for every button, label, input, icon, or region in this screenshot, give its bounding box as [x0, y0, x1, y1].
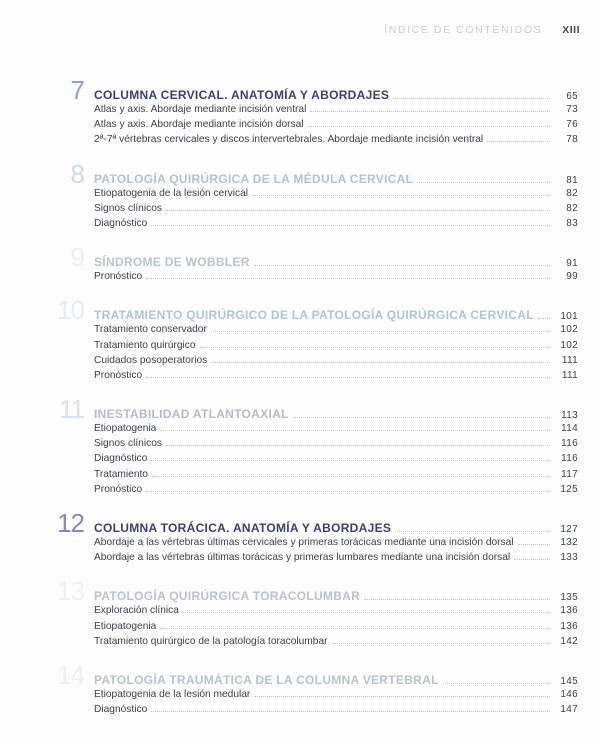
dot-leader — [254, 265, 550, 266]
chapter-items — [94, 423, 578, 499]
item-page: 102 — [560, 339, 578, 351]
dot-leader — [152, 476, 550, 477]
toc-chapter — [50, 75, 578, 150]
toc-item-row — [94, 438, 578, 453]
item-page: 73 — [566, 104, 578, 115]
dot-leader — [254, 696, 550, 697]
item-label: Tratamiento — [94, 468, 148, 480]
chapter-items — [94, 605, 578, 651]
item-label: Atlas y axis. Abordaje mediante incisión dorsal — [94, 119, 304, 131]
dot-leader — [211, 331, 550, 332]
chapter-number: 9 — [70, 242, 84, 273]
item-label: Diagnóstico — [94, 453, 148, 465]
chapter-heading-row — [50, 242, 578, 273]
toc-item-row — [94, 104, 578, 119]
item-label: Pronóstico — [94, 369, 143, 381]
item-page: 132 — [560, 537, 578, 548]
chapter-heading-row — [50, 75, 578, 105]
dot-leader — [487, 141, 550, 142]
dot-leader — [151, 460, 550, 461]
toc-item-row — [94, 188, 578, 203]
toc-item-row — [94, 704, 578, 719]
toc-item-row — [94, 370, 578, 385]
chapter-heading-row — [50, 394, 578, 425]
chapter-heading-row — [50, 295, 578, 326]
chapter-page: 81 — [566, 174, 578, 186]
item-page: 117 — [561, 468, 578, 480]
item-page: 76 — [566, 119, 578, 131]
item-page: 116 — [561, 438, 578, 450]
dot-leader — [514, 559, 550, 560]
item-label: Pronóstico — [94, 271, 143, 283]
toc-item-row — [94, 621, 578, 636]
item-label: Signos clínicos — [94, 202, 162, 214]
header-page-number: XIII — [562, 24, 580, 36]
toc-chapter — [50, 576, 578, 651]
chapter-title: PATOLOGÍA QUIRÚRGICA DE LA MÉDULA CERVICAL — [94, 171, 414, 186]
item-page: 83 — [566, 217, 578, 229]
item-page: 99 — [566, 271, 578, 283]
chapter-items — [94, 188, 578, 234]
dot-leader — [151, 225, 550, 226]
item-label: Cuidados posoperatorios — [94, 354, 208, 366]
item-label: Abordaje a las vértebras últimas cervicales y primeras torácicas mediante una incisión dorsal — [94, 537, 514, 548]
page-header — [384, 24, 580, 36]
toc-item-row — [94, 218, 578, 233]
chapter-number: 10 — [57, 295, 84, 326]
item-page: 102 — [560, 324, 578, 336]
dot-leader — [252, 195, 550, 196]
item-page: 114 — [561, 423, 578, 435]
dot-leader — [364, 599, 550, 600]
dot-leader — [538, 318, 550, 319]
chapter-title: TRATAMIENTO QUIRÚRGICO DE LA PATOLOGÍA QUIRÚRGICA CERVICAL — [94, 308, 534, 323]
chapter-title: PATOLOGÍA TRAUMÁTICA DE LA COLUMNA VERTEBRAL — [94, 672, 439, 687]
toc-item-row — [94, 636, 578, 651]
item-page: 111 — [561, 354, 578, 366]
toc-chapter — [50, 508, 578, 567]
item-label: Tratamiento quirúrgico — [94, 339, 196, 351]
toc-item-row — [94, 423, 578, 438]
chapter-title: COLUMNA CERVICAL. ANATOMÍA Y ABORDAJES — [94, 88, 390, 102]
toc-item-row — [94, 324, 578, 339]
toc-chapter — [50, 659, 578, 719]
chapter-items — [94, 271, 578, 286]
dot-leader — [310, 111, 550, 112]
toc-item-row — [94, 355, 578, 370]
dot-leader — [332, 643, 551, 644]
toc-list — [50, 75, 578, 736]
dot-leader — [518, 544, 550, 545]
item-label: Etiopatogenia de la lesión cervical — [94, 187, 249, 199]
dot-leader — [160, 430, 550, 431]
header-title: ÍNDICE DE CONTENIDOS — [384, 24, 543, 36]
toc-item-row — [94, 203, 578, 218]
chapter-page: 101 — [560, 311, 578, 323]
toc-item-row — [94, 484, 578, 499]
dot-leader — [146, 377, 550, 378]
dot-leader — [308, 126, 550, 127]
item-page: 78 — [566, 134, 578, 146]
dot-leader — [166, 210, 550, 211]
chapter-heading-row — [50, 659, 578, 690]
item-label: Etiopatogenia — [94, 620, 157, 632]
item-page: 116 — [561, 453, 578, 465]
item-label: Diagnóstico — [94, 217, 148, 229]
chapter-heading-row — [50, 158, 578, 189]
item-label: Pronóstico — [94, 483, 143, 495]
chapter-page: 127 — [560, 524, 578, 535]
toc-item-row — [94, 134, 578, 149]
item-page: 111 — [561, 369, 578, 381]
dot-leader — [183, 612, 550, 613]
dot-leader — [166, 445, 550, 446]
dot-leader — [200, 347, 550, 348]
toc-item-row — [94, 469, 578, 484]
chapter-title: PATOLOGÍA QUIRÚRGICA TORACOLUMBAR — [94, 589, 361, 604]
dot-leader — [393, 98, 550, 99]
item-label: Diagnóstico — [94, 704, 148, 716]
item-page: 136 — [560, 620, 578, 632]
item-label: Signos clínicos — [94, 438, 162, 450]
toc-item-row — [94, 537, 578, 552]
chapter-heading-row — [50, 508, 578, 538]
item-page: 136 — [560, 605, 578, 617]
chapter-heading-row — [50, 576, 578, 607]
chapter-page: 135 — [560, 592, 578, 604]
chapter-number: 7 — [70, 75, 84, 105]
item-page: 82 — [566, 202, 578, 214]
item-page: 82 — [566, 187, 578, 199]
dot-leader — [211, 362, 550, 363]
chapter-items — [94, 104, 578, 150]
item-page: 142 — [560, 635, 578, 647]
item-page: 146 — [560, 688, 578, 700]
dot-leader — [160, 628, 550, 629]
toc-item-row — [94, 119, 578, 134]
chapter-number: 13 — [57, 576, 84, 607]
chapter-items — [94, 324, 578, 385]
chapter-items — [94, 537, 578, 567]
item-label: Etiopatogenia de la lesión medular — [94, 688, 251, 700]
chapter-number: 12 — [57, 508, 84, 538]
toc-chapter — [50, 295, 578, 385]
item-label: Abordaje a las vértebras últimas torácicas y primeras lumbares mediante una incisión dorsal — [94, 552, 511, 564]
dot-leader — [146, 278, 550, 279]
item-label: Tratamiento conservador — [94, 324, 207, 336]
toc-chapter — [50, 158, 578, 234]
item-label: Atlas y axis. Abordaje mediante incisión ventral — [94, 104, 307, 115]
item-page: 125 — [560, 483, 578, 495]
toc-chapter — [50, 394, 578, 499]
chapter-number: 8 — [70, 158, 84, 189]
chapter-items — [94, 689, 578, 719]
toc-chapter — [50, 242, 578, 286]
chapter-page: 91 — [566, 258, 578, 270]
toc-item-row — [94, 271, 578, 286]
item-label: Tratamiento quirúrgico de la patología toracolumbar — [94, 635, 328, 647]
dot-leader — [417, 182, 550, 183]
chapter-page: 65 — [566, 91, 578, 102]
chapter-title: SÍNDROME DE WOBBLER — [94, 255, 250, 270]
dot-leader — [151, 711, 550, 712]
toc-item-row — [94, 340, 578, 355]
dot-leader — [293, 417, 550, 418]
chapter-title: INESTABILIDAD ATLANTOAXIAL — [94, 407, 289, 422]
item-label: 2ª-7ª vértebras cervicales y discos intervertebrales. Abordaje mediante incisión ventral — [94, 134, 484, 146]
item-label: Exploración clínica — [94, 605, 179, 617]
toc-item-row — [94, 453, 578, 468]
item-page: 133 — [560, 552, 578, 564]
item-page: 147 — [560, 704, 578, 716]
toc-item-row — [94, 605, 578, 620]
chapter-number: 11 — [59, 394, 84, 425]
toc-item-row — [94, 552, 578, 567]
chapter-page: 145 — [560, 675, 578, 687]
chapter-title: COLUMNA TORÁCICA. ANATOMÍA Y ABORDAJES — [94, 521, 392, 535]
chapter-number: 14 — [57, 659, 84, 690]
dot-leader — [395, 531, 550, 532]
dot-leader — [443, 683, 550, 684]
toc-item-row — [94, 689, 578, 704]
item-label: Etiopatogenia — [94, 423, 157, 435]
dot-leader — [146, 491, 550, 492]
chapter-page: 113 — [561, 410, 578, 422]
